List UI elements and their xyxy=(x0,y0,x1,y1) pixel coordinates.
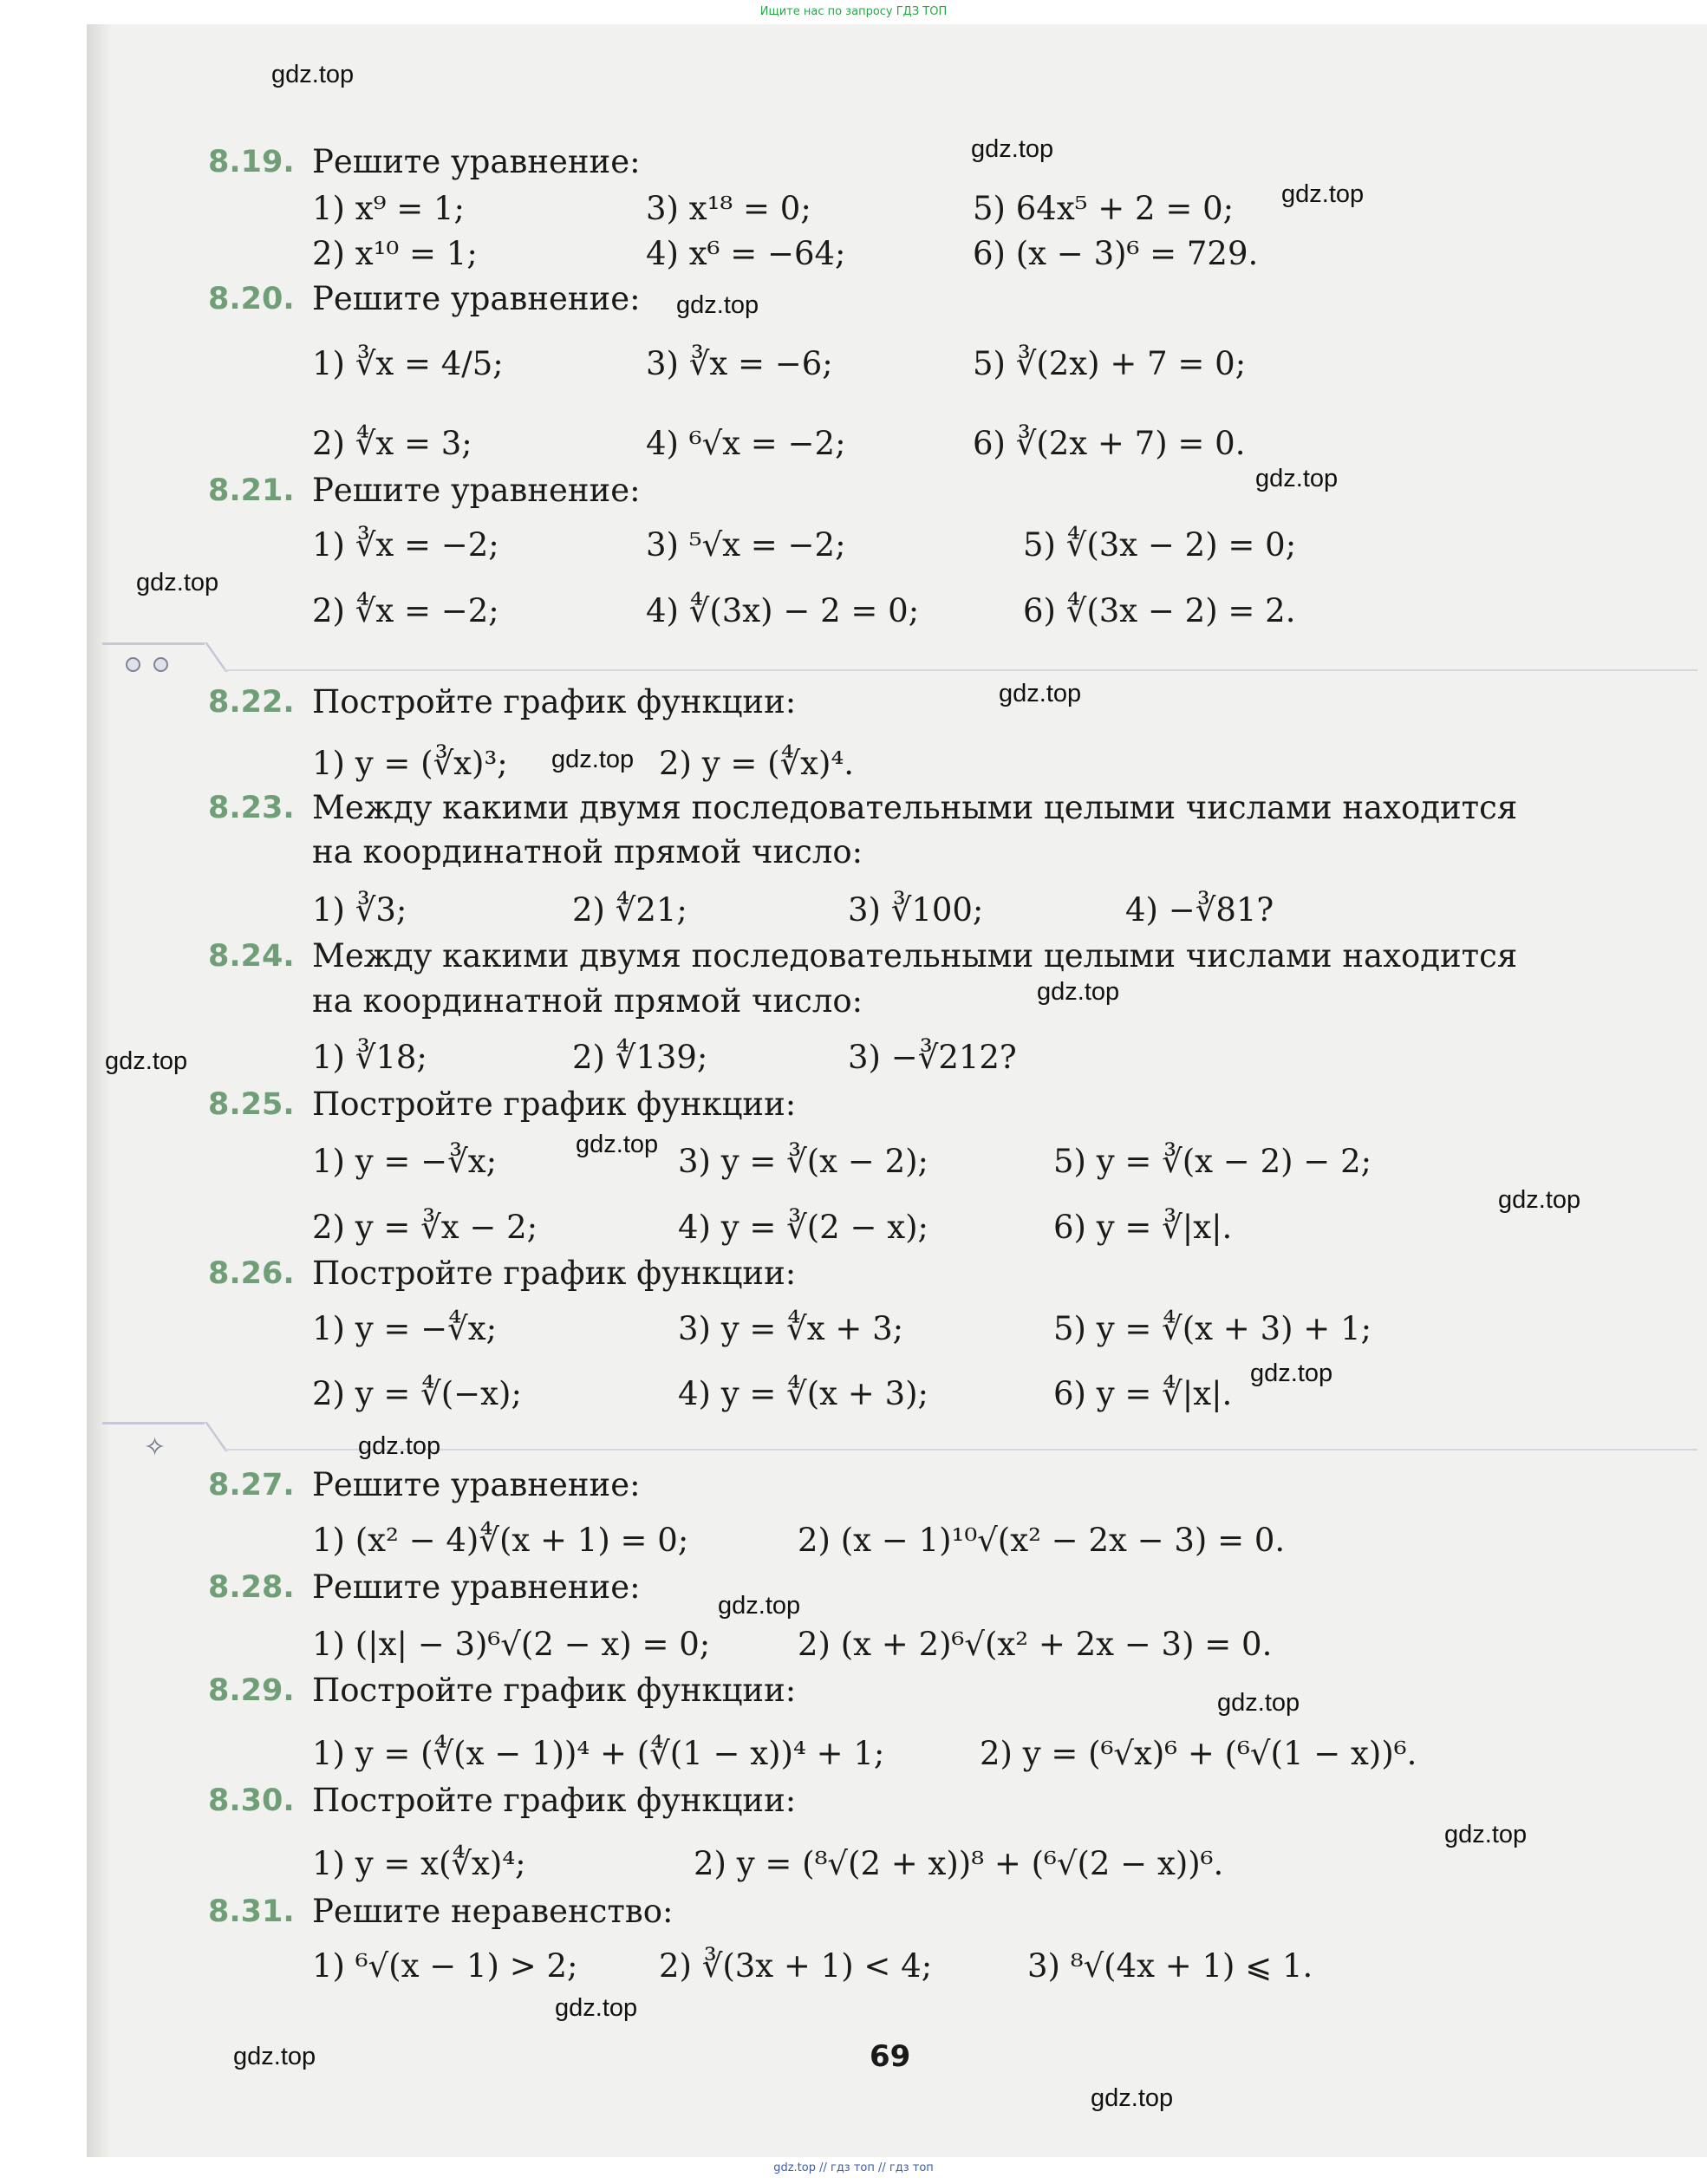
problem-number: 8.24. xyxy=(208,939,295,974)
problem-item: 1) ∛18; xyxy=(312,1039,427,1076)
problem-item: 1) (x² − 4)∜(x + 1) = 0; xyxy=(312,1522,689,1559)
difficulty-circle-icon xyxy=(126,657,140,672)
watermark: gdz.top xyxy=(576,1131,659,1158)
page-number: 69 xyxy=(870,2039,911,2074)
problem-item: 5) ∛(2x) + 7 = 0; xyxy=(973,345,1247,382)
watermark: gdz.top xyxy=(136,569,219,597)
problem-item: 1) y = (∜(x − 1))⁴ + (∜(1 − x))⁴ + 1; xyxy=(312,1735,885,1772)
watermark: gdz.top xyxy=(1498,1186,1581,1214)
problem-item: 5) y = ∜(x + 3) + 1; xyxy=(1053,1310,1372,1347)
problem-number: 8.29. xyxy=(208,1673,295,1708)
problem-title: Решите уравнение: xyxy=(312,472,641,509)
problem-item: 2) ∜x = −2; xyxy=(312,592,499,629)
problem-item: 2) y = (⁸√(2 + x))⁸ + (⁶√(2 − x))⁶. xyxy=(694,1845,1224,1882)
problem-item: 6) ∜(3x − 2) = 2. xyxy=(1023,592,1296,629)
problem-title: Решите уравнение: xyxy=(312,1568,641,1606)
watermark: gdz.top xyxy=(676,291,759,319)
problem-title-continued: на координатной прямой число: xyxy=(312,833,863,870)
problem-item: 3) x¹⁸ = 0; xyxy=(646,190,811,227)
problem-item: 2) (x + 2)⁶√(x² + 2x − 3) = 0. xyxy=(798,1626,1273,1663)
section-marker-rule xyxy=(224,669,1697,671)
problem-item: 6) ∛(2x + 7) = 0. xyxy=(973,425,1246,462)
problem-item: 1) y = −∜x; xyxy=(312,1310,498,1347)
watermark: gdz.top xyxy=(1037,978,1120,1006)
problem-item: 1) x⁹ = 1; xyxy=(312,190,465,227)
problem-title: Между какими двумя последовательными целыми числами находится xyxy=(312,789,1518,826)
problem-item: 4) y = ∛(2 − x); xyxy=(678,1209,929,1246)
problem-title: Постройте график функции: xyxy=(312,1255,797,1292)
problem-number: 8.25. xyxy=(208,1087,295,1122)
problem-title: Постройте график функции: xyxy=(312,1672,797,1709)
watermark: gdz.top xyxy=(718,1592,801,1620)
problem-number: 8.27. xyxy=(208,1468,295,1503)
problem-title: Между какими двумя последовательными целыми числами находится xyxy=(312,937,1518,975)
problem-item: 3) y = ∛(x − 2); xyxy=(678,1143,929,1180)
problem-item: 3) ⁸√(4x + 1) ⩽ 1. xyxy=(1027,1947,1313,1985)
problem-number: 8.31. xyxy=(208,1894,295,1929)
problem-item: 1) ∛x = −2; xyxy=(312,526,499,564)
watermark: gdz.top xyxy=(1217,1689,1300,1717)
problem-item: 6) y = ∜|x|. xyxy=(1053,1375,1233,1412)
section-marker-rule xyxy=(224,1449,1697,1451)
problem-title: Решите уравнение: xyxy=(312,280,641,317)
watermark: gdz.top xyxy=(1444,1821,1528,1848)
problem-number: 8.20. xyxy=(208,282,295,316)
problem-item: 3) ∛100; xyxy=(848,891,984,929)
problem-item: 3) −∛212? xyxy=(848,1039,1017,1076)
problem-number: 8.30. xyxy=(208,1783,295,1818)
problem-item: 6) y = ∛|x|. xyxy=(1053,1209,1233,1246)
watermark: gdz.top xyxy=(555,1994,638,2022)
problem-item: 5) y = ∛(x − 2) − 2; xyxy=(1053,1143,1372,1180)
problem-item: 2) x¹⁰ = 1; xyxy=(312,235,478,272)
problem-item: 5) 64x⁵ + 2 = 0; xyxy=(973,190,1235,227)
problem-item: 5) ∜(3x − 2) = 0; xyxy=(1023,526,1297,564)
problem-number: 8.23. xyxy=(208,791,295,825)
problem-item: 1) y = −∛x; xyxy=(312,1143,498,1180)
problem-item: 3) y = ∜x + 3; xyxy=(678,1310,904,1347)
problem-item: 2) ∜21; xyxy=(572,891,687,929)
problem-number: 8.22. xyxy=(208,685,295,720)
problem-number: 8.26. xyxy=(208,1256,295,1291)
problem-item: 4) −∛81? xyxy=(1125,891,1274,929)
section-marker-line xyxy=(102,1422,205,1424)
problem-number: 8.28. xyxy=(208,1570,295,1605)
watermark: gdz.top xyxy=(971,135,1054,163)
watermark: gdz.top xyxy=(271,61,355,88)
problem-title: Постройте график функции: xyxy=(312,683,797,720)
watermark: gdz.top xyxy=(1281,180,1365,208)
problem-item: 1) y = x(∜x)⁴; xyxy=(312,1845,526,1882)
problem-item: 4) y = ∜(x + 3); xyxy=(678,1375,929,1412)
problem-item: 4) ∜(3x) − 2 = 0; xyxy=(646,592,920,629)
problem-number: 8.19. xyxy=(208,145,295,179)
problem-item: 2) y = (∜x)⁴. xyxy=(659,745,855,782)
problem-title: Постройте график функции: xyxy=(312,1782,797,1819)
problem-item: 1) ⁶√(x − 1) > 2; xyxy=(312,1947,578,1985)
problem-item: 1) y = (∛x)³; xyxy=(312,745,508,782)
watermark: gdz.top xyxy=(999,680,1082,707)
problem-item: 3) ∛x = −6; xyxy=(646,345,833,382)
watermark: gdz.top xyxy=(1250,1359,1333,1387)
diamond-star-icon: ✧ xyxy=(144,1432,166,1463)
problem-item: 2) ∛(3x + 1) < 4; xyxy=(659,1947,933,1985)
watermark: gdz.top xyxy=(233,2043,316,2070)
section-marker-line xyxy=(102,642,205,645)
problem-item: 2) (x − 1)¹⁰√(x² − 2x − 3) = 0. xyxy=(798,1522,1286,1559)
top-note: Ищите нас по запросу ГДЗ ТОП xyxy=(759,5,948,18)
problem-item: 1) ∛3; xyxy=(312,891,407,929)
problem-item: 2) y = ∜(−x); xyxy=(312,1375,522,1412)
problem-item: 1) ∛x = 4/5; xyxy=(312,345,504,382)
difficulty-circle-icon xyxy=(153,657,168,672)
watermark: gdz.top xyxy=(551,746,635,773)
watermark: gdz.top xyxy=(358,1432,441,1460)
problem-item: 3) ⁵√x = −2; xyxy=(646,526,846,564)
problem-item: 2) y = ∛x − 2; xyxy=(312,1209,538,1246)
watermark: gdz.top xyxy=(105,1047,188,1075)
problem-item: 2) ∜x = 3; xyxy=(312,425,472,462)
problem-title: Постройте график функции: xyxy=(312,1085,797,1123)
problem-item: 4) ⁶√x = −2; xyxy=(646,425,846,462)
problem-title: Решите неравенство: xyxy=(312,1893,674,1930)
problem-item: 2) y = (⁶√x)⁶ + (⁶√(1 − x))⁶. xyxy=(980,1735,1417,1772)
bottom-note: gdz.top // гдз топ // гдз топ xyxy=(773,2161,934,2174)
problem-title-continued: на координатной прямой число: xyxy=(312,982,863,1020)
problem-number: 8.21. xyxy=(208,473,295,508)
problem-title: Решите уравнение: xyxy=(312,143,641,180)
watermark: gdz.top xyxy=(1091,2084,1174,2112)
watermark: gdz.top xyxy=(1255,465,1339,492)
problem-title: Решите уравнение: xyxy=(312,1466,641,1503)
problem-item: 2) ∜139; xyxy=(572,1039,708,1076)
problem-item: 4) x⁶ = −64; xyxy=(646,235,846,272)
problem-item: 1) (|x| − 3)⁶√(2 − x) = 0; xyxy=(312,1626,711,1663)
problem-item: 6) (x − 3)⁶ = 729. xyxy=(973,235,1259,272)
